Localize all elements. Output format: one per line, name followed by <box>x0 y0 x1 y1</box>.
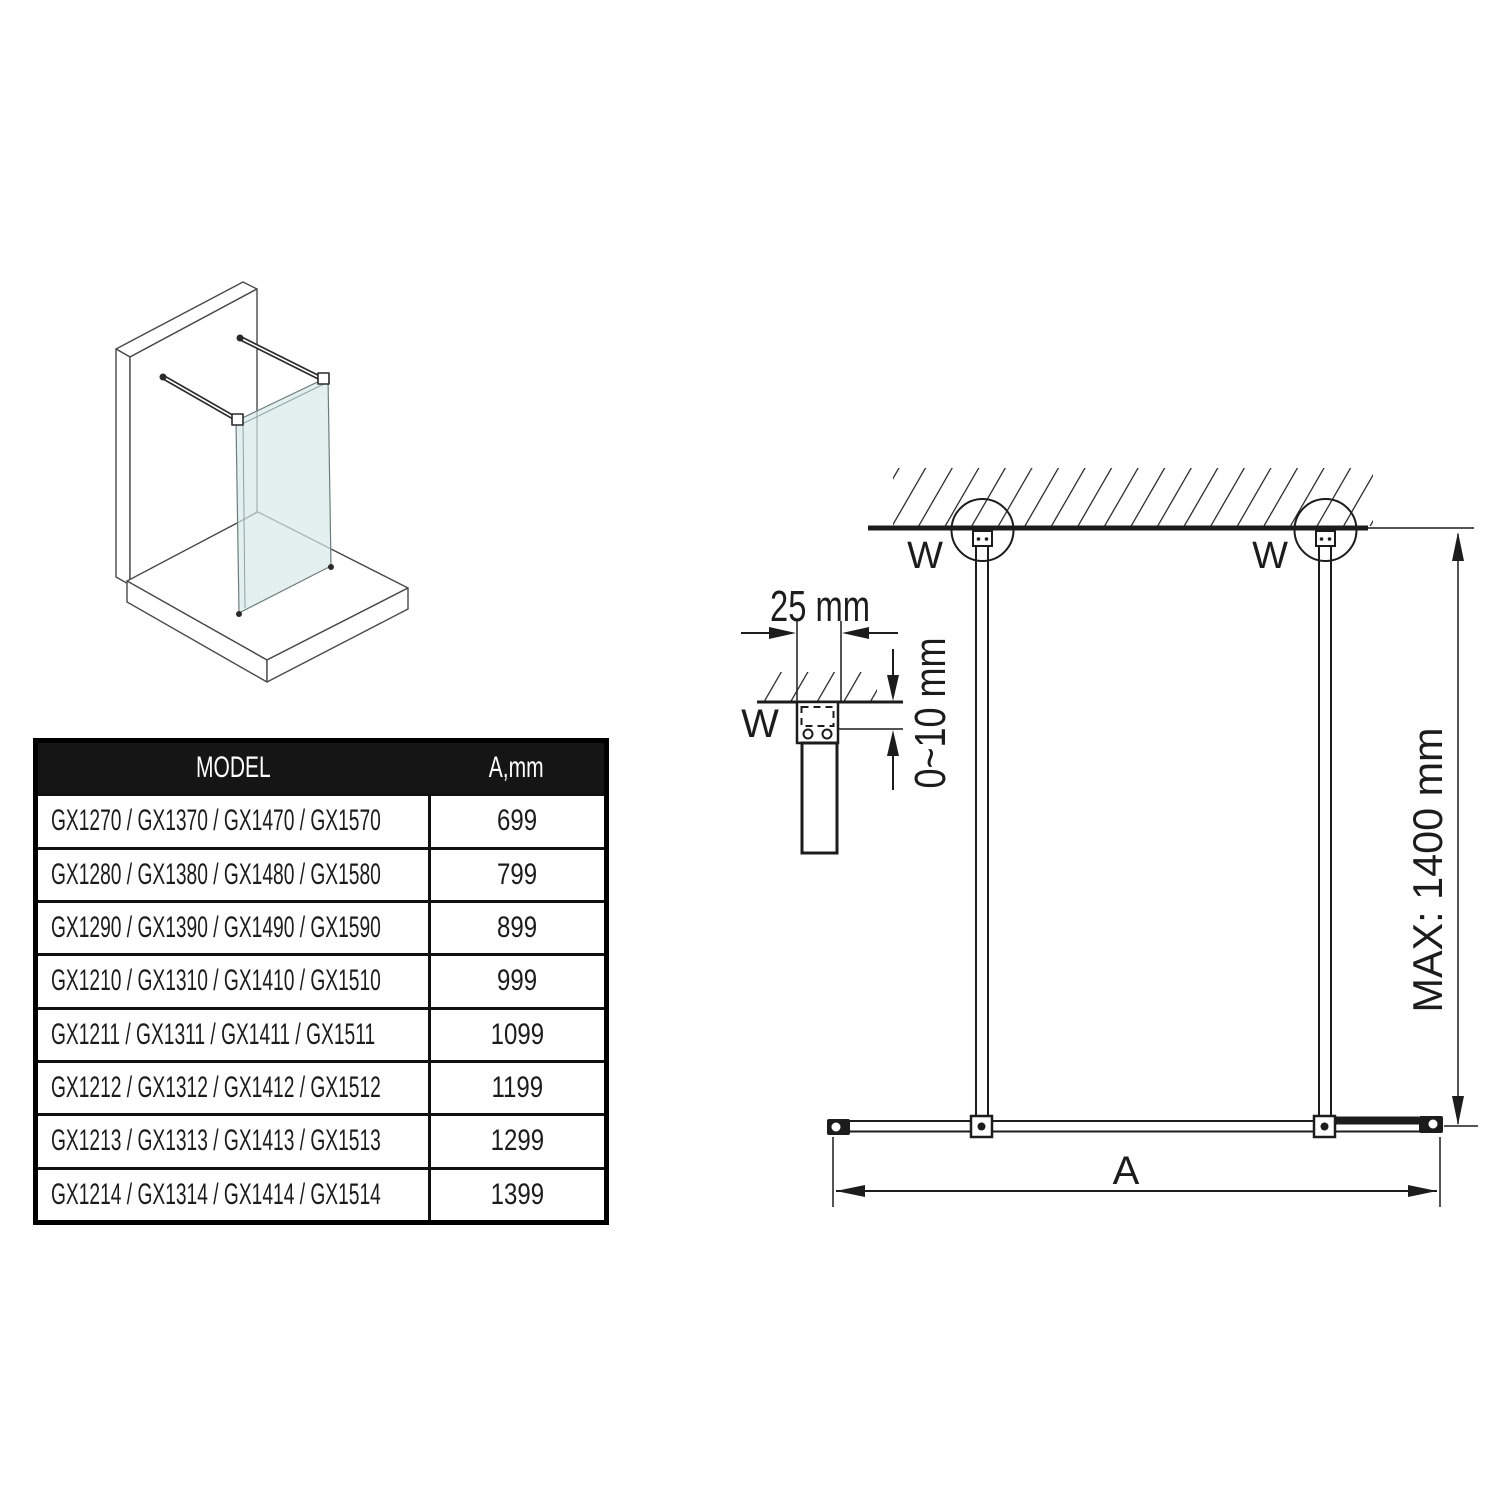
a-value-cell: 899 <box>428 903 604 953</box>
label-dim-a: A <box>1112 1149 1140 1193</box>
arrow-down-icon <box>887 675 899 701</box>
table-row <box>38 1167 604 1220</box>
model-cell: GX1290 / GX1390 / GX1490 / GX1590 <box>51 911 381 945</box>
table-row <box>38 793 604 846</box>
detail-screw-right <box>823 730 832 739</box>
wall-bracket-left <box>973 531 992 546</box>
a-value-cell: 699 <box>428 796 604 846</box>
detail-screw-left <box>804 730 813 739</box>
iso-wall-anchor-back <box>237 335 244 342</box>
label-gap-0-10mm: 0~10 mm <box>906 603 955 789</box>
model-cell: GX1280 / GX1380 / GX1480 / GX1580 <box>51 857 381 891</box>
arrow-up-icon <box>1452 532 1464 561</box>
table-row <box>38 1060 604 1113</box>
support-bar-left <box>976 540 988 1118</box>
table-row <box>38 1007 604 1060</box>
model-cell: GX1213 / GX1313 / GX1413 / GX1513 <box>51 1124 381 1158</box>
arrow-down-icon <box>1452 1096 1464 1125</box>
iso-wall-anchor-front <box>160 374 167 381</box>
a-value-cell: 1199 <box>428 1063 604 1113</box>
label-w-detail: W <box>741 702 779 746</box>
a-column-header: A,mm <box>488 751 544 785</box>
iso-wall-side-edge <box>116 349 130 585</box>
table-row <box>38 900 604 953</box>
iso-glass-fitting-back <box>318 373 329 384</box>
detail-bracket <box>797 702 838 743</box>
a-value-cell: 999 <box>428 956 604 1006</box>
table-row <box>38 1113 604 1166</box>
model-size-table <box>33 738 609 1225</box>
isometric-view <box>116 282 408 682</box>
support-bar-right <box>1319 540 1331 1118</box>
glass-clamp-left <box>971 1116 992 1137</box>
iso-floor-fitting-front <box>236 611 242 617</box>
arrow-up-icon <box>887 730 899 756</box>
label-w-right: W <box>1252 535 1288 577</box>
detail-support-bar <box>802 743 837 853</box>
model-cell: GX1214 / GX1314 / GX1414 / GX1514 <box>51 1177 381 1211</box>
model-cell: GX1210 / GX1310 / GX1410 / GX1510 <box>51 964 381 998</box>
glass-panel-top-view <box>827 1116 1443 1135</box>
plan-diagram <box>741 468 1478 1207</box>
model-cell: GX1212 / GX1312 / GX1412 / GX1512 <box>51 1071 381 1105</box>
detail-wall-hatching <box>757 672 877 701</box>
a-value-cell: 1099 <box>428 1010 604 1060</box>
model-cell: GX1270 / GX1370 / GX1470 / GX1570 <box>51 804 381 838</box>
label-w-left: W <box>907 535 943 577</box>
label-25mm: 25 mm <box>770 582 870 631</box>
glass-clamp-right <box>1314 1116 1335 1137</box>
arrow-left-icon <box>836 1185 865 1197</box>
a-value-cell: 1399 <box>428 1170 604 1220</box>
table-row <box>38 847 604 900</box>
dimension-gap <box>887 649 899 790</box>
model-column-header: MODEL <box>195 751 271 785</box>
arrow-right-icon <box>1408 1185 1437 1197</box>
table-header-row <box>38 743 604 793</box>
label-max-1400mm: MAX: 1400 mm <box>1404 723 1451 1013</box>
iso-glass-fitting-front <box>232 414 243 425</box>
a-value-cell: 799 <box>428 850 604 900</box>
iso-floor-fitting-back <box>328 564 334 570</box>
model-cell: GX1211 / GX1311 / GX1411 / GX1511 <box>51 1017 376 1051</box>
wall-bracket-right <box>1316 531 1335 546</box>
table-row <box>38 953 604 1006</box>
a-value-cell: 1299 <box>428 1116 604 1166</box>
wall-hatching <box>893 468 1373 526</box>
